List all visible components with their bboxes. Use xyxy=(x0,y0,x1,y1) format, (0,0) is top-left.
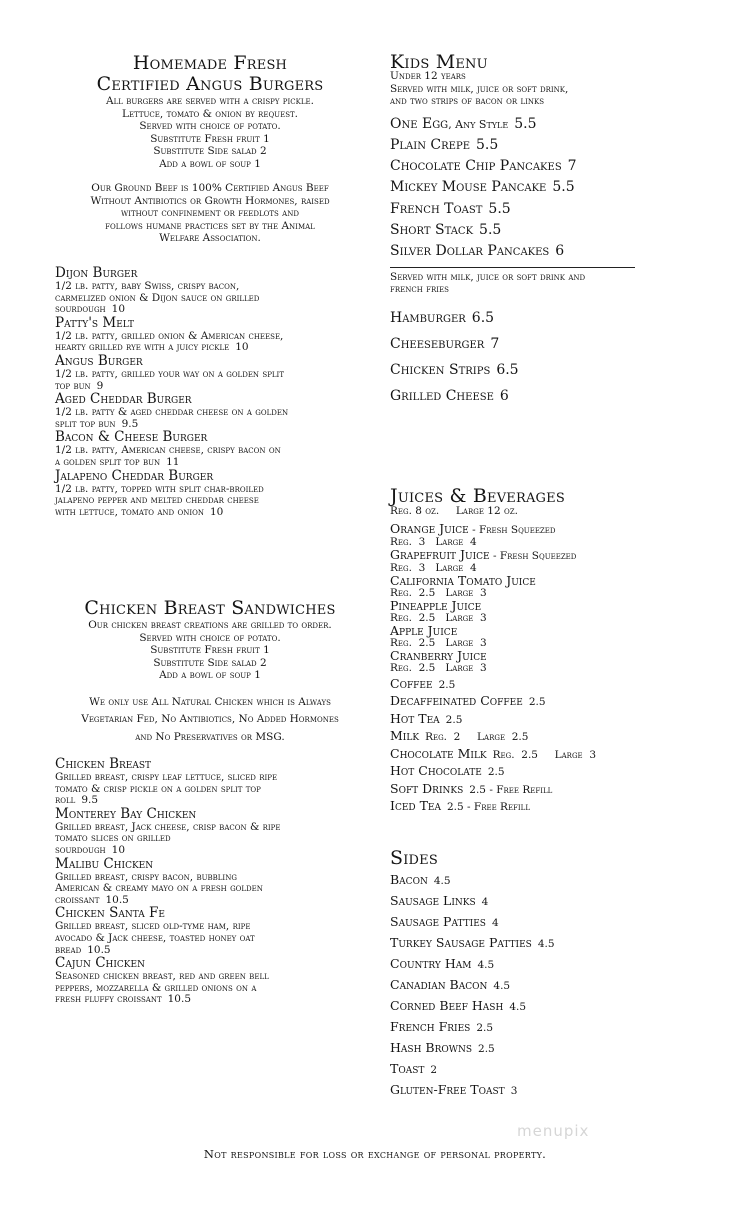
juice-item xyxy=(390,574,645,599)
side-item xyxy=(390,912,645,933)
kids-item xyxy=(390,331,645,357)
beverage-detail: 2.5 xyxy=(487,766,505,778)
item-desc-text: sourdough xyxy=(55,843,106,856)
chicken-intro-line: Substitute Fresh fruit 1 xyxy=(150,644,270,656)
item-price: 9.5 xyxy=(81,794,99,807)
item-price: 11 xyxy=(166,455,180,468)
other-beverages xyxy=(390,676,645,816)
beverage-name: Chocolate Milk xyxy=(390,745,487,761)
item-desc xyxy=(55,872,365,907)
kids-item xyxy=(390,135,645,156)
side-price: 2.5 xyxy=(476,1022,494,1034)
item-price: 9.5 xyxy=(121,417,139,430)
beverage-name: Soft Drinks xyxy=(390,780,464,796)
kids-item-name: Mickey Mouse Pancake xyxy=(390,179,547,196)
menu-item xyxy=(55,857,365,907)
item-desc-line xyxy=(55,845,365,857)
item-desc-line: avocado & Jack cheese, toasted honey oat xyxy=(55,931,255,944)
juice-item xyxy=(390,522,645,548)
juice-item xyxy=(390,548,645,574)
chicken-intro xyxy=(55,619,365,682)
chicken-section xyxy=(55,598,365,746)
item-name: Dijon Burger xyxy=(55,265,138,281)
juice-name: California Tomato Juice xyxy=(390,572,536,588)
kids-item-price: 5.5 xyxy=(476,136,499,153)
beverage-item xyxy=(390,693,645,711)
menu-item xyxy=(55,469,365,519)
menu-item xyxy=(55,906,365,956)
side-name: Corned Beef Hash xyxy=(390,998,504,1013)
kids-item xyxy=(390,305,645,331)
kids-item-price: 5.5 xyxy=(514,115,537,132)
side-item xyxy=(390,933,645,954)
side-price: 4.5 xyxy=(493,980,511,992)
burger-items xyxy=(55,266,365,518)
side-price: 2 xyxy=(430,1064,438,1076)
side-name: Turkey Sausage Patties xyxy=(390,935,532,950)
side-name: Sausage Patties xyxy=(390,914,486,929)
beverage-item xyxy=(390,781,645,799)
side-price: 4 xyxy=(481,896,489,908)
juice-name: Orange Juice xyxy=(390,520,469,536)
kids-note2-line: french fries xyxy=(390,283,449,296)
item-price: 10.5 xyxy=(87,943,111,956)
juice-name-line xyxy=(390,522,645,537)
beverage-item xyxy=(390,711,645,729)
item-desc xyxy=(55,772,365,807)
side-item xyxy=(390,1059,645,1080)
side-price: 4.5 xyxy=(509,1001,527,1013)
beverage-name: Coffee xyxy=(390,675,433,691)
kids-note-line: and two strips of bacon or links xyxy=(390,95,545,107)
item-desc-text: bread xyxy=(55,943,82,956)
item-name: Cajun Chicken xyxy=(55,955,145,972)
side-price: 4.5 xyxy=(477,959,495,971)
juice-reg: Reg. 2.5 xyxy=(390,586,436,599)
juice-note: - Fresh Squeezed xyxy=(489,549,577,562)
side-name: Canadian Bacon xyxy=(390,977,488,992)
item-desc-line: Grilled breast, crispy bacon, bubbling xyxy=(55,870,237,883)
kids-item xyxy=(390,241,645,262)
chicken-intro-line: Our chicken breast creations are grilled to order. xyxy=(88,619,332,631)
item-desc-line: 1/2 lb. patty, grilled your way on a golden split xyxy=(55,367,284,380)
juice-name-line xyxy=(390,548,645,563)
beverage-name: Hot Chocolate xyxy=(390,763,482,778)
item-desc xyxy=(55,484,365,519)
kids-item xyxy=(390,114,645,135)
watermark-logo: menupix xyxy=(517,1122,590,1140)
item-desc-line: Grilled breast, sliced old-tyme ham, ripe xyxy=(55,920,251,933)
item-desc-line: 1/2 lb. patty & aged cheddar cheese on a golden xyxy=(55,406,289,419)
kids-item-name: Chocolate Chip Pancakes xyxy=(390,158,562,175)
menu-item xyxy=(55,354,365,392)
burgers-policy-line: Without Antibiotics or Growth Hormones, raised xyxy=(90,194,330,207)
sides-title: Sides xyxy=(390,847,438,869)
item-desc xyxy=(55,369,365,392)
beverage-item xyxy=(390,746,645,764)
side-price: 3 xyxy=(510,1085,518,1097)
kids-item xyxy=(390,199,645,220)
juice-name-line xyxy=(390,599,645,613)
item-name: Chicken Breast xyxy=(55,756,152,772)
kids-item-price: 6.5 xyxy=(496,361,519,378)
kids-item-name: French Toast xyxy=(390,200,483,217)
item-desc-line: Grilled breast, Jack cheese, crisp bacon & ripe xyxy=(55,820,281,833)
side-item xyxy=(390,891,645,912)
beverage-detail: Reg. 2 Large 2.5 xyxy=(425,731,529,743)
kids-item xyxy=(390,220,645,241)
juice-name: Pineapple Juice xyxy=(390,597,482,613)
side-item xyxy=(390,1038,645,1059)
side-item xyxy=(390,870,645,891)
item-desc xyxy=(55,921,365,956)
item-desc-text: hearty grilled rye with a juicy pickle xyxy=(55,341,230,354)
burgers-policy-line: follows humane practices set by the Animal xyxy=(105,219,315,232)
item-price: 10 xyxy=(111,303,126,316)
side-item xyxy=(390,975,645,996)
side-price: 4.5 xyxy=(537,938,555,950)
beverage-detail: 2.5 - Free Refill xyxy=(469,783,553,796)
kids-subtitle: Under 12 years xyxy=(390,70,466,82)
burgers-intro-line: Substitute Fresh fruit 1 xyxy=(150,132,270,145)
beverage-detail: 2.5 xyxy=(438,678,456,691)
kids-section xyxy=(390,52,645,409)
item-desc-line: 1/2 lb. patty, baby Swiss, crispy bacon, xyxy=(55,280,240,292)
juice-reg: Reg. 2.5 xyxy=(390,661,436,674)
kids-item-price: 7 xyxy=(567,158,577,175)
kids-item-price: 5.5 xyxy=(479,221,502,238)
burgers-intro-line: Add a bowl of soup 1 xyxy=(159,157,261,170)
menu-item xyxy=(55,392,365,430)
item-desc-line xyxy=(55,507,365,519)
burgers-intro-line: Lettuce, tomato & onion by request. xyxy=(121,107,298,120)
item-name: Aged Cheddar Burger xyxy=(55,391,192,408)
burgers-title-line1: Homemade Fresh xyxy=(132,52,288,74)
sides-list xyxy=(390,870,645,1101)
item-desc-line: jalapeno pepper and melted cheddar cheese xyxy=(55,494,259,507)
juice-large: Large 4 xyxy=(435,535,477,548)
menu-item xyxy=(55,266,365,316)
juice-reg: Reg. 3 xyxy=(390,561,426,574)
kids-item xyxy=(390,357,645,383)
juice-large: Large 3 xyxy=(445,586,487,599)
beverage-name: Decaffeinated Coffee xyxy=(390,693,523,708)
beverages-section xyxy=(390,486,645,816)
menu-item xyxy=(55,807,365,857)
menu-item xyxy=(55,757,365,807)
item-name: Jalapeno Cheddar Burger xyxy=(55,467,214,484)
item-desc-text: sourdough xyxy=(55,303,106,316)
item-desc-line: Seasoned chicken breast, red and green bell xyxy=(55,970,269,983)
item-desc xyxy=(55,822,365,857)
item-desc-line: American & creamy mayo on a fresh golden xyxy=(55,882,263,895)
item-desc-text: a golden split top bun xyxy=(55,455,161,468)
item-price: 10.5 xyxy=(105,893,129,906)
beverage-name: Iced Tea xyxy=(390,798,441,813)
side-price: 4 xyxy=(491,917,499,929)
kids-note-line: Served with milk, juice or soft drink, xyxy=(390,82,569,95)
item-price: 10.5 xyxy=(167,993,192,1006)
juice-name: Grapefruit Juice xyxy=(390,546,490,562)
item-price: 10 xyxy=(111,843,126,856)
burgers-title-line2: Certified Angus Burgers xyxy=(96,73,324,95)
kids-item-price: 6.5 xyxy=(471,309,495,326)
kids-divider xyxy=(390,267,635,268)
kids-item-note: , Any Style xyxy=(448,117,509,131)
kids-item-name: Chicken Strips xyxy=(390,361,491,378)
footer-disclaimer: Not responsible for loss or exchange of personal property. xyxy=(203,1147,547,1161)
burgers-policy-line: Welfare Association. xyxy=(159,232,261,245)
burgers-intro-line: Served with choice of potato. xyxy=(139,120,281,132)
juice-name: Cranberry Juice xyxy=(390,647,487,663)
beverage-item xyxy=(390,676,645,694)
item-price: 10 xyxy=(235,341,249,354)
side-name: Sausage Links xyxy=(390,893,476,908)
beverage-item xyxy=(390,763,645,781)
kids-item-name: Grilled Cheese xyxy=(390,387,494,404)
juice-large: Large 3 xyxy=(445,636,487,649)
item-name: Monterey Bay Chicken xyxy=(55,805,197,822)
juice-name-line xyxy=(390,649,645,663)
side-price: 2.5 xyxy=(478,1043,495,1055)
kids-item-name: Hamburger xyxy=(390,309,466,326)
burgers-intro xyxy=(55,95,365,170)
kids-item xyxy=(390,156,645,177)
side-name: Country Ham xyxy=(390,956,472,971)
juice-sizes xyxy=(390,663,645,674)
chicken-items xyxy=(55,757,365,1006)
chicken-policy xyxy=(55,694,365,747)
juice-large: Large 3 xyxy=(445,661,487,674)
kids-item-name: Short Stack xyxy=(390,221,474,238)
item-desc xyxy=(55,971,365,1006)
juice-large: Large 4 xyxy=(435,561,477,574)
beverages-sizes: Reg. 8 oz. Large 12 oz. xyxy=(390,505,518,517)
item-desc-line: Grilled breast, crispy leaf lettuce, sliced ripe xyxy=(55,771,278,783)
item-desc-text: croissant xyxy=(55,893,100,906)
item-name: Angus Burger xyxy=(55,352,143,369)
kids-item-price: 7 xyxy=(490,335,500,352)
item-desc-text: with lettuce, tomato and onion xyxy=(55,505,204,518)
kids-item xyxy=(390,383,645,409)
kids-items2 xyxy=(390,305,645,409)
juice-item xyxy=(390,599,645,624)
side-price: 4.5 xyxy=(433,875,451,887)
chicken-intro-line: Add a bowl of soup 1 xyxy=(159,669,261,681)
side-item xyxy=(390,954,645,975)
kids-item-name: Plain Crepe xyxy=(390,136,471,153)
beverage-detail: 2.5 - Free Refill xyxy=(447,801,530,813)
beverage-item xyxy=(390,798,645,816)
juice-name-line xyxy=(390,624,645,638)
burgers-intro-line: Substitute Side salad 2 xyxy=(153,145,267,157)
juice-name-line xyxy=(390,574,645,588)
item-desc-line: tomato & crisp pickle on a golden split top xyxy=(55,782,261,795)
chicken-policy-line: We only use All Natural Chicken which is Always xyxy=(89,695,331,708)
side-name: Bacon xyxy=(390,872,428,887)
item-desc-line xyxy=(55,457,365,469)
menu-item xyxy=(55,956,365,1006)
kids-item-price: 6 xyxy=(555,243,565,260)
beverages-title: Juices & Beverages xyxy=(390,485,565,507)
juice-name: Apple Juice xyxy=(390,622,458,638)
kids-item-name: Cheeseburger xyxy=(390,335,485,352)
kids-title: Kids Menu xyxy=(390,51,488,73)
beverage-item xyxy=(390,728,645,746)
juice-item xyxy=(390,649,645,674)
menu-item xyxy=(55,430,365,468)
juice-large: Large 3 xyxy=(445,611,487,624)
kids-item-price: 5.5 xyxy=(552,179,575,196)
item-desc-line: peppers, mozzarella & grilled onions on a xyxy=(55,981,257,994)
juice-reg: Reg. 2.5 xyxy=(390,636,436,649)
beverage-detail: Reg. 2.5 Large 3 xyxy=(492,748,597,761)
beverage-name: Milk xyxy=(390,728,420,743)
chicken-title: Chicken Breast Sandwiches xyxy=(84,597,336,619)
kids-item xyxy=(390,177,645,198)
item-price: 9 xyxy=(96,379,104,392)
item-name: Patty's Melt xyxy=(55,314,135,331)
item-price: 10 xyxy=(209,505,224,518)
item-name: Bacon & Cheese Burger xyxy=(55,429,208,446)
juices-list xyxy=(390,522,645,674)
item-desc-line: tomato slices on grilled xyxy=(55,832,171,845)
side-name: Hash Browns xyxy=(390,1040,473,1055)
juice-note: - Fresh Squeezed xyxy=(468,523,556,536)
beverage-name: Hot Tea xyxy=(390,710,440,726)
side-item xyxy=(390,1017,645,1038)
kids-note2-line: Served with milk, juice or soft drink and xyxy=(390,270,586,283)
item-desc-line: 1/2 lb. patty, topped with split char-broiled xyxy=(55,482,264,495)
kids-note xyxy=(390,83,645,108)
beverage-detail: 2.5 xyxy=(445,713,463,726)
chicken-policy-line: and No Preservatives or MSG. xyxy=(135,730,285,743)
item-desc-text: split top bun xyxy=(55,417,116,430)
sides-section xyxy=(390,848,645,1101)
side-name: French Fries xyxy=(390,1019,471,1034)
burgers-section xyxy=(55,53,365,245)
side-name: Gluten-Free Toast xyxy=(390,1082,505,1097)
chicken-intro-line: Substitute Side salad 2 xyxy=(153,656,267,669)
kids-item-price: 6 xyxy=(499,387,509,404)
burgers-policy-line: Our Ground Beef is 100% Certified Angus Beef xyxy=(91,182,329,194)
item-desc xyxy=(55,407,365,430)
burgers-policy xyxy=(55,182,365,245)
juice-reg: Reg. 2.5 xyxy=(390,611,436,624)
beverage-detail: 2.5 xyxy=(528,696,546,708)
chicken-intro-line: Served with choice of potato. xyxy=(139,631,281,644)
item-desc-line: 1/2 lb. patty, grilled onion & American cheese, xyxy=(55,329,284,342)
item-desc xyxy=(55,445,365,468)
item-name: Chicken Santa Fe xyxy=(55,905,165,922)
burgers-policy-line: without confinement or feedlots and xyxy=(121,207,299,220)
juice-reg: Reg. 3 xyxy=(390,535,426,548)
burgers-intro-line: All burgers are served with a crispy pickle. xyxy=(106,95,314,107)
item-desc xyxy=(55,331,365,354)
side-item xyxy=(390,996,645,1017)
item-desc-line: carmelized onion & Dijon sauce on grilled xyxy=(55,291,260,304)
item-name: Malibu Chicken xyxy=(55,855,154,872)
kids-note2 xyxy=(390,271,645,296)
item-desc-text: roll xyxy=(55,794,76,807)
kids-items xyxy=(390,114,645,263)
item-desc-line xyxy=(55,994,365,1006)
item-desc xyxy=(55,281,365,316)
item-desc-text: top bun xyxy=(55,379,91,392)
menu-item xyxy=(55,316,365,354)
item-desc-text: fresh fluffy croissant xyxy=(55,993,162,1006)
side-item xyxy=(390,1080,645,1101)
kids-item-name: One Egg xyxy=(390,115,449,132)
chicken-policy-line: Vegetarian Fed, No Antibiotics, No Added Hormones xyxy=(81,713,339,725)
kids-item-price: 5.5 xyxy=(488,200,511,217)
item-desc-line: 1/2 lb. patty, American cheese, crispy bacon on xyxy=(55,444,281,457)
kids-item-name: Silver Dollar Pancakes xyxy=(390,243,550,260)
juice-item xyxy=(390,624,645,649)
side-name: Toast xyxy=(390,1061,425,1076)
